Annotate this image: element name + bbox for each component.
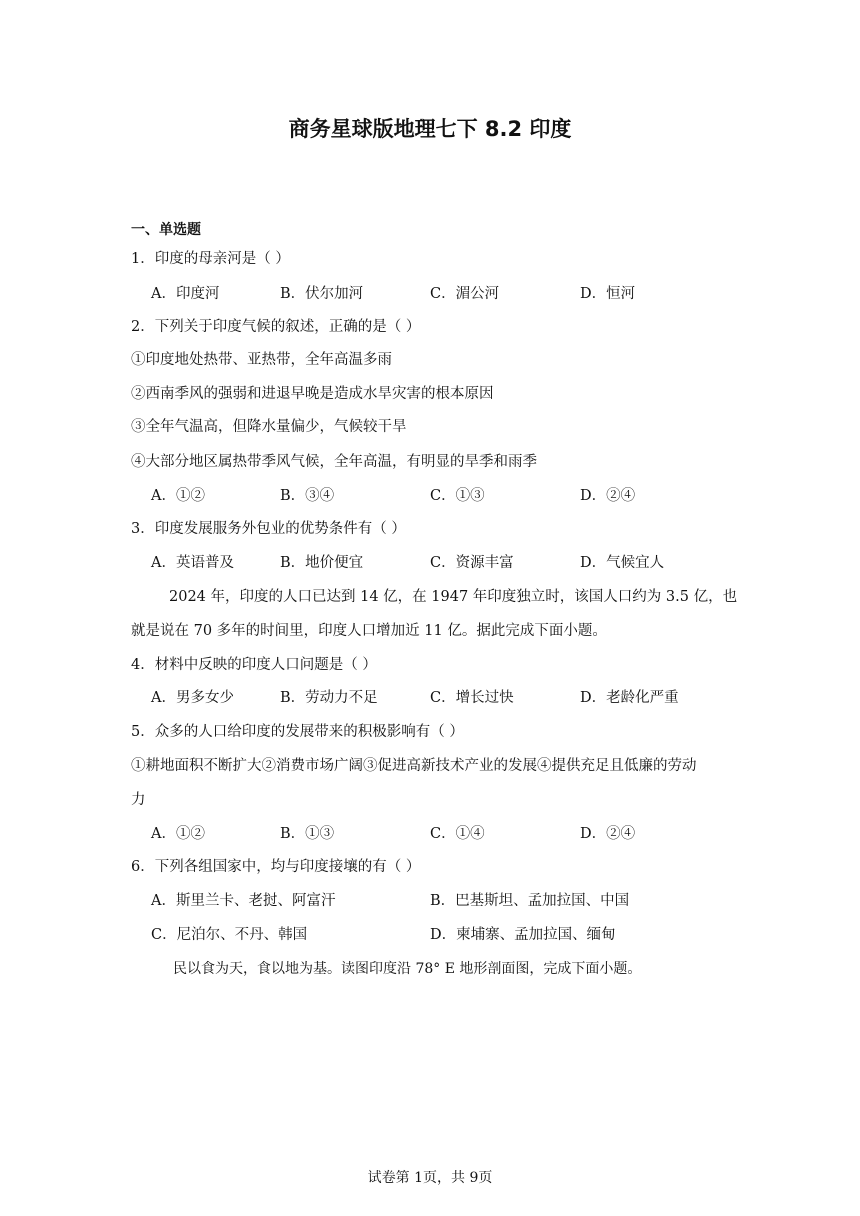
question-6-option-d: D．柬埔寨、孟加拉国、缅甸 [430, 927, 616, 943]
passage-1-line-1: 2024 年，印度的人口已达到 14 亿，在 1947 年印度独立时，该国人口约为 3.5 亿，也 [169, 589, 738, 605]
question-1-option-d: D．恒河 [580, 286, 636, 302]
question-5-stem: 5．众多的人口给印度的发展带来的积极影响有（ ） [131, 724, 464, 740]
question-5-option-d: D．②④ [580, 826, 636, 842]
passage-1-line-2: 就是说在 70 多年的时间里，印度人口增加近 11 亿。据此完成下面小题。 [131, 623, 607, 639]
question-5-option-a: A．①② [151, 826, 205, 842]
page-footer: 试卷第 1页，共 9页 [367, 1170, 493, 1186]
page-title: 商务星球版地理七下 8.2 印度 [288, 117, 572, 141]
question-4-option-d: D．老龄化严重 [580, 690, 679, 706]
question-3-option-b: B．地价便宜 [280, 555, 364, 571]
question-2-option-b: B．③④ [280, 488, 335, 504]
question-2-option-c: C．①③ [430, 488, 485, 504]
question-2-statement-4: ④大部分地区属热带季风气候，全年高温，有明显的旱季和雨季 [131, 454, 537, 470]
question-5-option-b: B．①③ [280, 826, 335, 842]
question-2-option-a: A．①② [151, 488, 205, 504]
question-5-statements-line-1: ①耕地面积不断扩大②消费市场广阔③促进高新技术产业的发展④提供充足且低廉的劳动 [131, 758, 697, 774]
question-6-option-a: A．斯里兰卡、老挝、阿富汗 [151, 893, 336, 909]
question-3-option-a: A．英语普及 [151, 555, 234, 571]
question-2-statement-1: ①印度地处热带、亚热带，全年高温多雨 [131, 352, 392, 368]
question-5-statements-line-2: 力 [131, 792, 146, 808]
question-4-option-c: C．增长过快 [430, 690, 514, 706]
question-4-stem: 4．材料中反映的印度人口问题是（ ） [131, 657, 377, 673]
question-3-option-d: D．气候宜人 [580, 555, 665, 571]
question-2-option-d: D．②④ [580, 488, 636, 504]
passage-2: 民以食为天，食以地为基。读图印度沿 78° E 地形剖面图，完成下面小题。 [173, 961, 642, 977]
question-6-option-b: B．巴基斯坦、孟加拉国、中国 [430, 893, 630, 909]
question-1-option-a: A．印度河 [151, 286, 220, 302]
question-4-option-b: B．劳动力不足 [280, 690, 378, 706]
question-1-option-b: B．伏尔加河 [280, 286, 364, 302]
question-2-statement-2: ②西南季风的强弱和进退早晚是造成水旱灾害的根本原因 [131, 386, 494, 402]
question-2-statement-3: ③全年气温高，但降水量偏少，气候较干旱 [131, 419, 407, 435]
question-3-stem: 3．印度发展服务外包业的优势条件有（ ） [131, 521, 406, 537]
section-heading: 一、单选题 [131, 222, 201, 238]
question-2-stem: 2．下列关于印度气候的叙述，正确的是（ ） [131, 319, 421, 335]
question-4-option-a: A．男多女少 [151, 690, 234, 706]
question-1-stem: 1．印度的母亲河是（ ） [131, 251, 290, 267]
question-3-option-c: C．资源丰富 [430, 555, 514, 571]
question-5-option-c: C．①④ [430, 826, 485, 842]
question-6-stem: 6．下列各组国家中，均与印度接壤的有（ ） [131, 859, 421, 875]
question-6-option-c: C．尼泊尔、不丹、韩国 [151, 927, 308, 943]
question-1-option-c: C．湄公河 [430, 286, 500, 302]
